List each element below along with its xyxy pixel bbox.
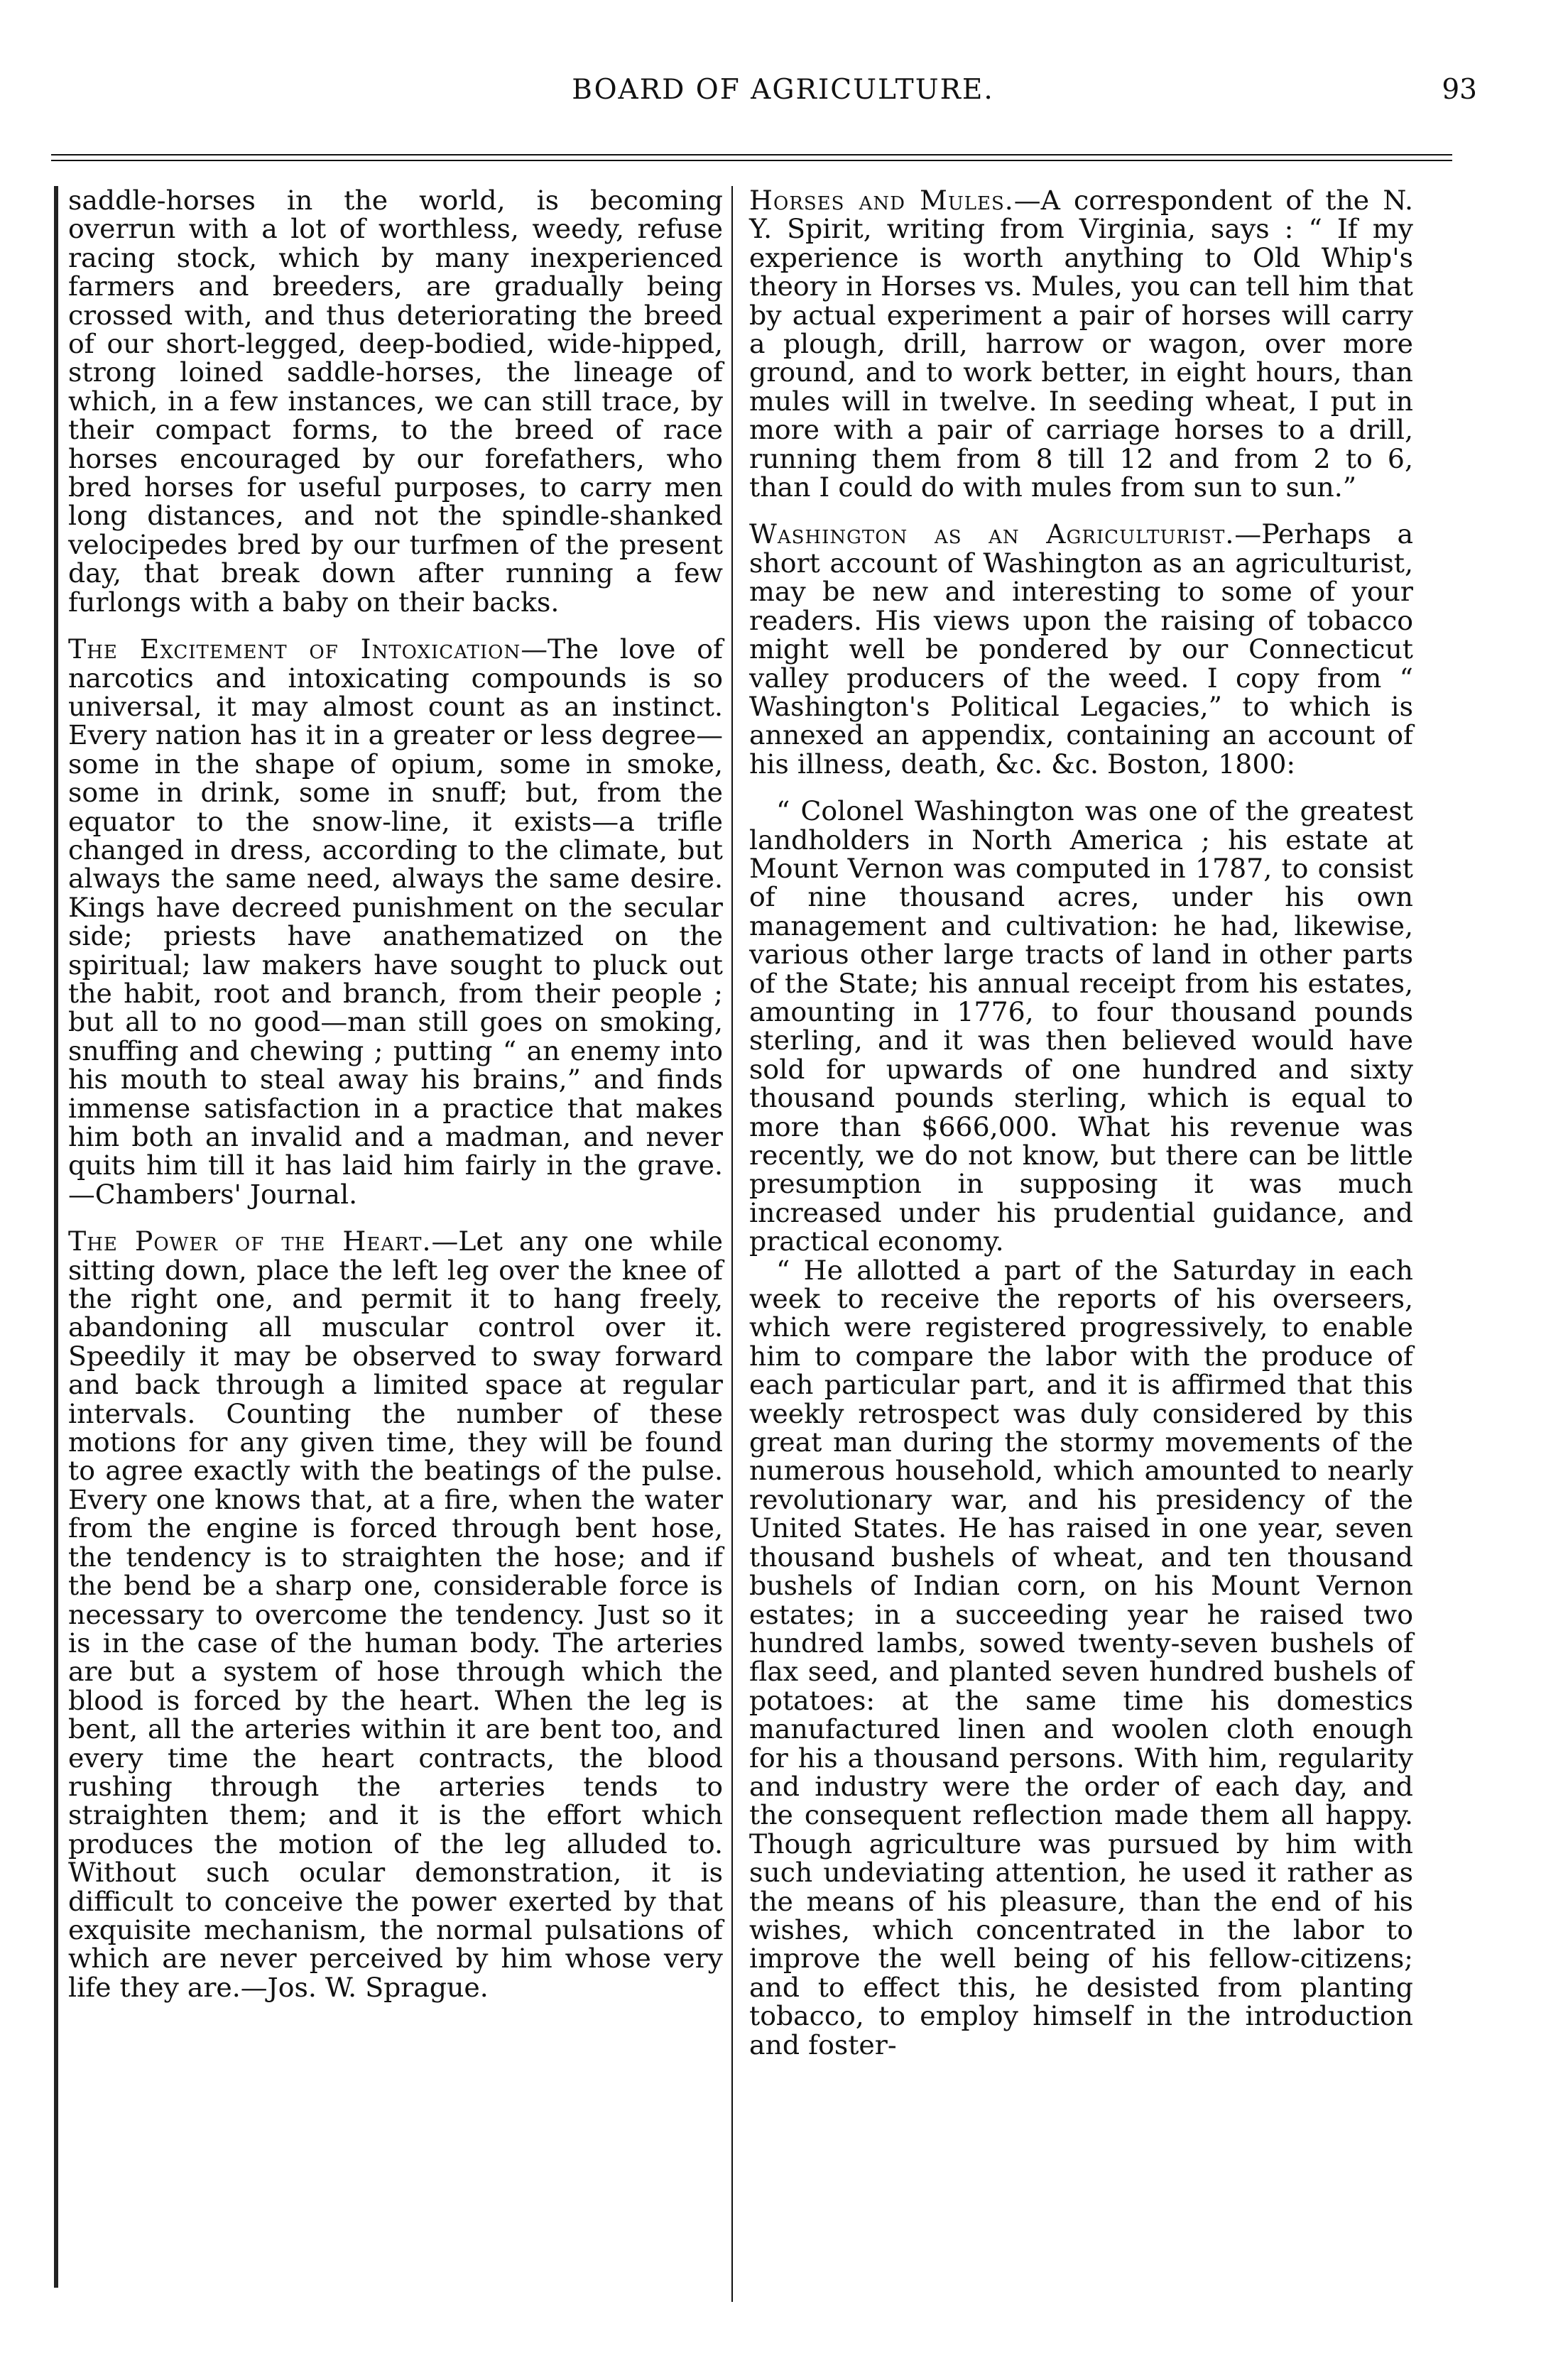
quote-paragraph-1 [749,797,1413,1256]
running-head: BOARD OF AGRICULTURE. [572,74,994,106]
column-divider [731,186,733,2302]
quote-text: “ He allotted a part of the Saturday in each week to receive the reports of his overseers, which were registered progressively, to enable him to compare the labor with the produce of each particular part, and it is affirmed that this weekly retrospect was duly considered by this great man during the stormy movements of the numerous household, which amounted to nearly revolutionary war, and his presidency of the United States. He has raised in one year, seven thousand bushels of wheat, and ten thousand bushels of Indian corn, on his Mount Vernon estates; in a succeeding year he raised two hundred lambs, sowed twenty-seven bushels of flax seed, and planted seven hundred bushels of potatoes: at the same time his domestics manufactured linen and woolen cloth enough for his a thousand persons. With him, regularity and industry were the order of each day, and the consequent reflection made them all happy. Though agriculture was pursued by him with such undeviating attention, he used it rather as the means of his pleasure, than the end of his wishes, which concentrated in the labor to improve the well being of his fellow-citizens; and to effect this, he desisted from planting tobacco, to employ himself in the introduction and foster- [749,1254,1413,2060]
article-text: —A correspondent of the N. Y. Spirit, writing from Virginia, says : “ If my experience is worth anything to Old Whip's theory in Horses vs. Mules, you can tell him that by actual experiment a pair of horses will carry a plough, drill, harrow or wagon, over more ground, and to work better, in eight hours, than mules will in twelve. In seeding wheat, I put in more with a pair of carriage horses to a drill, running them from 8 till 12 and from 2 to 6, than I could do with mules from sun to sun.” [749,185,1413,503]
article-horses-mules [749,186,1413,501]
article-intoxication [68,635,723,1208]
article-heading: The Power of the Heart. [68,1226,432,1257]
article-heading: Washington as an Agriculturist. [749,518,1235,550]
article-heading: The Excitement of Intoxication [68,633,521,665]
left-column [54,186,723,2288]
article-text: —The love of narcotics and intoxicating compounds is so universal, it may almost count as an instinct. Every nation has it in a greater or less degree—some in the shape of opium, some in smoke, some in drink, some in snuff; but, from the equator to the snow-line, it exists—a trifle changed in dress, according to the climate, but always the same need, always the same desire. Kings have decreed punishment on the secular side; priests have anathematized on the spiritual; law makers have sought to pluck out the habit, root and branch, from their people ; but all to no good—man still goes on smoking, snuffing and chewing ; putting “ an enemy into his mouth to steal away his brains,” and finds immense satisfaction in a practice that makes him both an invalid and a madman, and never quits him till it has laid him fairly in the grave.—Chambers' Journal. [68,633,723,1210]
page-number: 93 [1442,74,1477,106]
article-saddle-horses [68,186,723,616]
article-heading: Horses and Mules. [749,185,1014,216]
article-text: saddle-horses in the world, is becoming overrun with a lot of worthless, weedy, refuse racing stock, which by many inexperienced farmers and breeders, are gradually being crossed with, and thus deteriorating the breed of our short-legged, deep-bodied, wide-hipped, strong loined saddle-horses, the lineage of which, in a few instances, we can still trace, by their compact forms, to the breed of race horses encouraged by our forefathers, who bred horses for useful purposes, to carry men long distances, and not the spindle-shanked velocipedes bred by our turfmen of the present day, that break down after running a few furlongs with a baby on their backs. [68,185,723,618]
page-header [67,74,1498,116]
right-column [749,186,1413,2288]
article-text: —Perhaps a short account of Washington as an agriculturist, may be new and interesting to some of your readers. His views upon the raising of tobacco might well be pondered by our Connecticut valley producers of the weed. I copy from “ Washington's Political Legacies,” to which is annexed an appendix, containing an account of his illness, death, &c. &c. Boston, 1800: [749,518,1413,780]
article-power-of-heart [68,1227,723,2002]
quote-text: “ Colonel Washington was one of the greatest landholders in North America ; his estate at Mount Vernon was computed in 1787, to consist of nine thousand acres, under his own management and cultivation: he had, likewise, various other large tracts of land in other parts of the State; his annual receipt from his estates, amounting in 1776, to four thousand pounds sterling, and it was then believed would have sold for upwards of one hundred and sixty thousand pounds sterling, which is equal to more than $666,000. What his revenue was recently, we do not know, but there can be little presumption in supposing it was much increased under his prudential guidance, and practical economy. [749,795,1413,1257]
article-washington [749,520,1413,778]
quote-paragraph-2 [749,1256,1413,2059]
header-rule [51,154,1452,161]
article-text: —Let any one while sitting down, place the left leg over the knee of the right one, and permit it to hang freely, abandoning all muscular control over it. Speedily it may be observed to sway forward and back through a limited space at regular intervals. Counting the number of these motions for any given time, they will be found to agree exactly with the beatings of the pulse. Every one knows that, at a fire, when the water from the engine is forced through bent hose, the tendency is to straighten the hose; and if the bend be a sharp one, considerable force is necessary to overcome the tendency. Just so it is in the case of the human body. The arteries are but a system of hose through which the blood is forced by the heart. When the leg is bent, all the arteries within it are bent too, and every time the heart contracts, the blood rushing through the arteries tends to straighten them; and it is the effort which produces the motion of the leg alluded to. Without such ocular demonstration, it is difficult to conceive the power exerted by that exquisite mechanism, the normal pulsations of which are never perceived by him whose very life they are.—Jos. W. Sprague. [68,1226,723,2003]
